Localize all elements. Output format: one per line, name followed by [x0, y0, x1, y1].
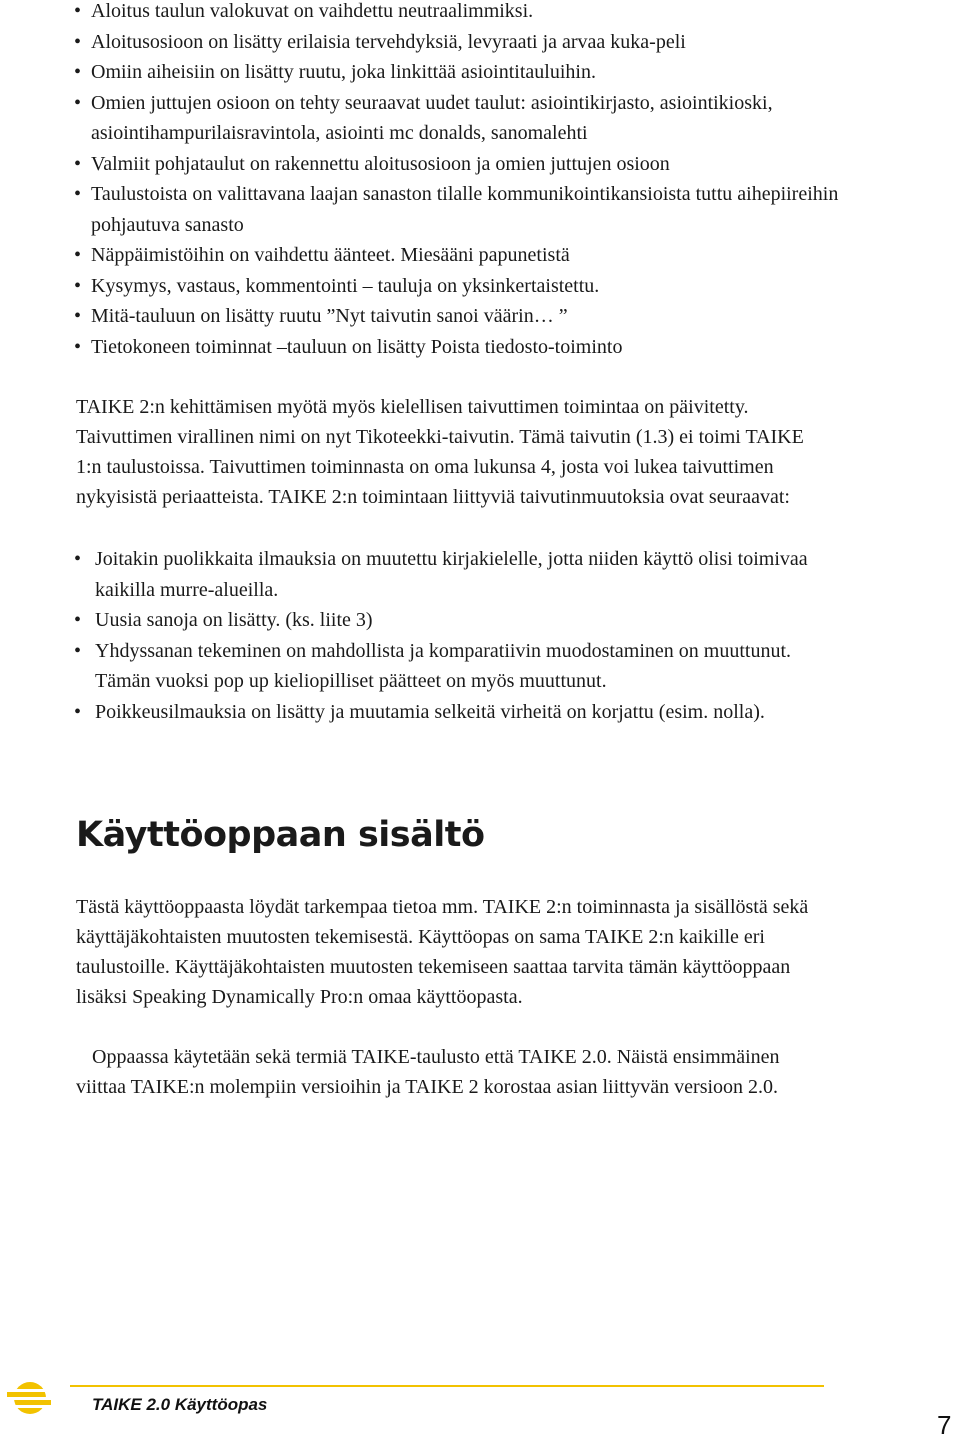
- list-item: • Taulustoista on valittavana laajan sanaston tilalle kommunikointikansioista tuttu aihepiireihin pohjautuva sanasto: [74, 179, 840, 240]
- page-number: 7: [937, 1410, 952, 1440]
- list-item: • Tietokoneen toiminnat –tauluun on lisätty Poista tiedosto-toiminto: [74, 332, 840, 363]
- list-item: • Näppäimistöihin on vaihdettu äänteet. Miesääni papunetistä: [74, 240, 840, 271]
- list-item: • Joitakin puolikkaita ilmauksia on muutettu kirjakielelle, jotta niiden käyttö olisi toimivaa kaikilla murre-alueilla.: [74, 544, 840, 605]
- list-item: • Kysymys, vastaus, kommentointi – tauluja on yksinkertaistettu.: [74, 271, 840, 302]
- section-heading: Käyttöoppaan sisältö: [76, 815, 485, 855]
- footer-rule: [70, 1385, 824, 1387]
- list-item: • Aloitus taulun valokuvat on vaihdettu neutraalimmiksi.: [74, 0, 840, 27]
- list-item: • Aloitusosioon on lisätty erilaisia tervehdyksiä, levyraati ja arvaa kuka-peli: [74, 27, 840, 58]
- taike-logo-icon: [4, 1378, 54, 1418]
- list-item: • Valmiit pohjataulut on rakennettu aloitusosioon ja omien juttujen osioon: [74, 149, 840, 180]
- footer-title: TAIKE 2.0 Käyttöopas: [92, 1395, 268, 1414]
- list-item: • Mitä-tauluun on lisätty ruutu ”Nyt taivutin sanoi väärin… ”: [74, 301, 840, 332]
- list-item: • Omiin aiheisiin on lisätty ruutu, joka linkittää asiointitauluihin.: [74, 57, 840, 88]
- inflector-changes-list: [74, 544, 840, 727]
- contents-paragraph: Tästä käyttöoppaasta löydät tarkempaa tietoa mm. TAIKE 2:n toiminnasta ja sisällöstä sekä käyttäjäkohtaisten muutosten tekemisestä. Käyttöopas on sama TAIKE 2:n kaikille eri taulustoille. Käyttäjäkohtaisten muutosten tekemiseen saattaa tarvita tämän käyttöoppaan lisäksi Speaking Dynamically Pro:n omaa käyttöopasta.: [76, 896, 809, 1008]
- terms-paragraph: Oppaassa käytetään sekä termiä TAIKE-taulusto että TAIKE 2.0. Näistä ensimmäinen viittaa TAIKE:n molempiin versioihin ja TAIKE 2 korostaa asian liittyvän versioon 2.0.: [76, 1046, 780, 1098]
- list-item: • Omien juttujen osioon on tehty seuraavat uudet taulut: asiointikirjasto, asiointikioski, asiointihampurilaisravintola, asiointi mc donalds, sanomalehti: [74, 88, 840, 149]
- changes-list: [74, 0, 840, 362]
- list-item: • Yhdyssanan tekeminen on mahdollista ja komparatiivin muodostaminen on muuttunut. Tämän vuoksi pop up kieliopilliset päätteet on myös muuttunut.: [74, 636, 840, 697]
- inflector-paragraph: TAIKE 2:n kehittämisen myötä myös kielellisen taivuttimen toimintaa on päivitetty. Taivuttimen virallinen nimi on nyt Tikoteekki-taivutin. Tämä taivutin (1.3) ei toimi TAIKE 1:n taulustoissa. Taivuttimen toiminnasta on oma lukunsa 4, josta voi lukea taivuttimen nykyisistä periaatteista. TAIKE 2:n toimintaan liittyviä taivutinmuutoksia ovat seuraavat:: [76, 396, 804, 508]
- list-item: • Uusia sanoja on lisätty. (ks. liite 3): [74, 605, 840, 636]
- list-item: • Poikkeusilmauksia on lisätty ja muutamia selkeitä virheitä on korjattu (esim. nolla).: [74, 697, 840, 728]
